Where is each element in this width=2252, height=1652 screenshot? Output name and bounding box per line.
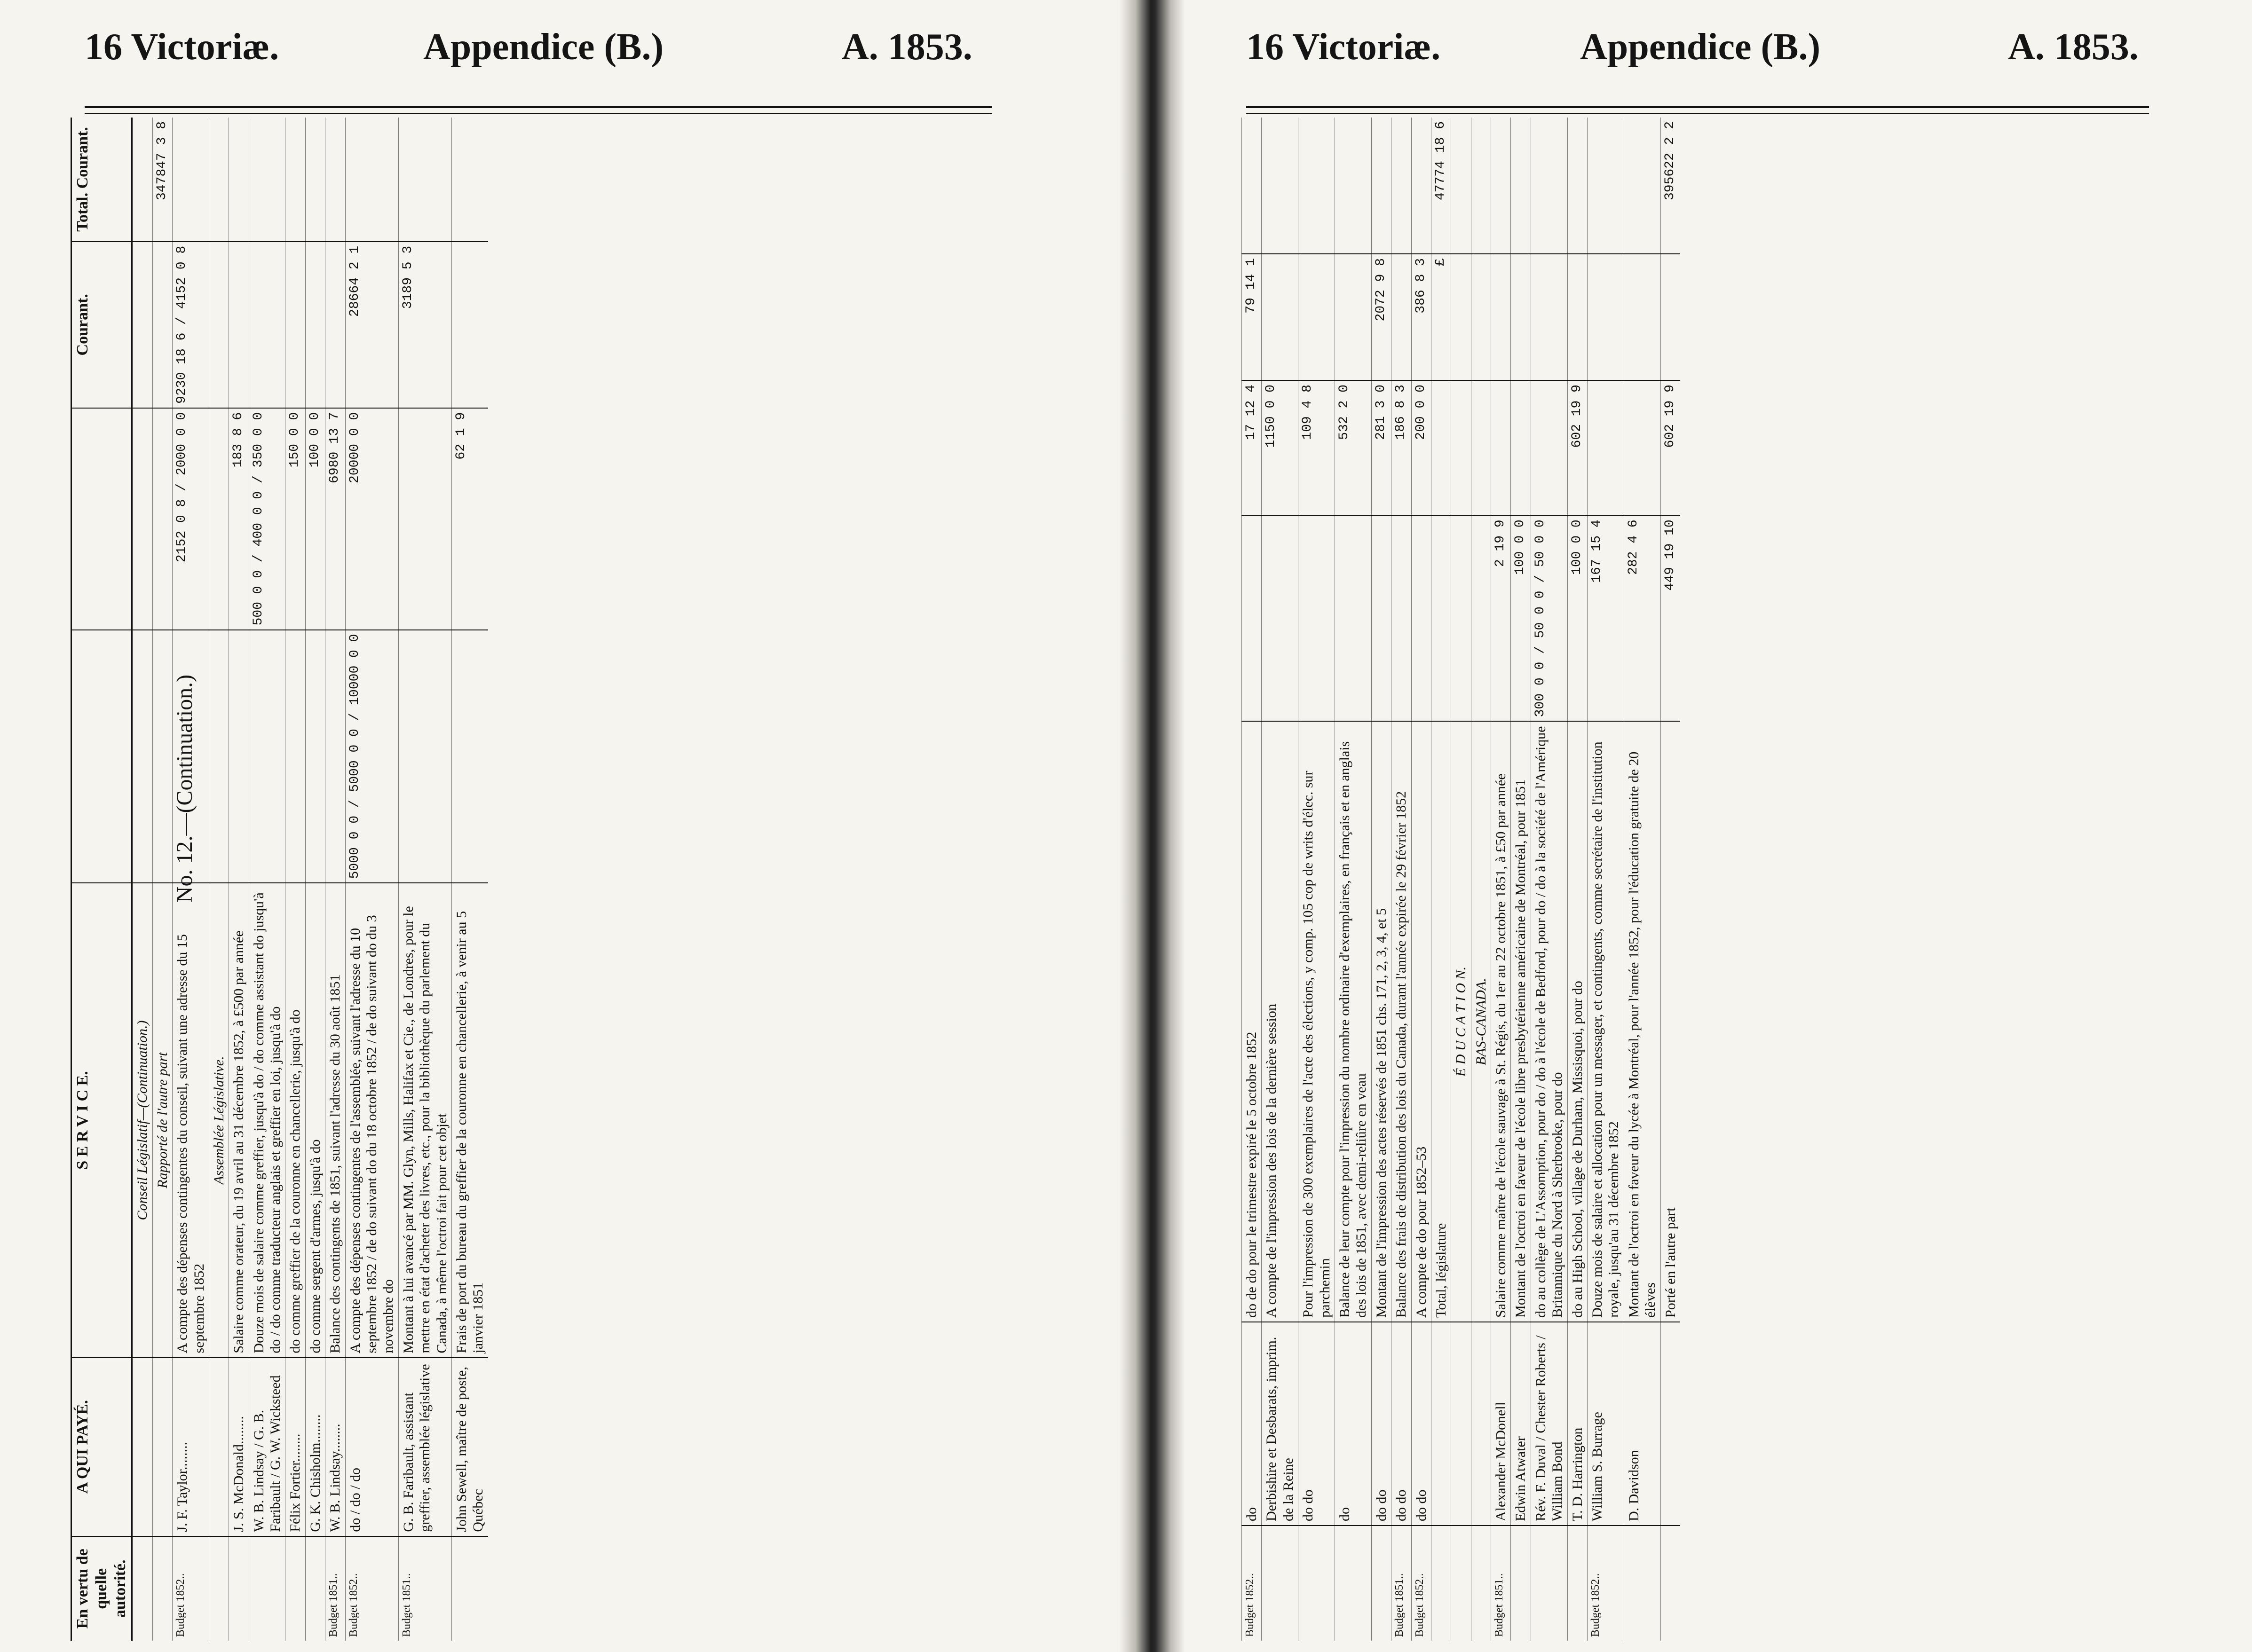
amount-a-cell [1371,515,1391,721]
payee-cell: D. Davidson [1624,1322,1660,1526]
courant-cell [1298,254,1335,380]
right-ledger-table [1241,118,1680,1641]
payee-cell [1471,1322,1491,1526]
amount-b-cell [1588,380,1624,515]
amount-a-cell: 5000 0 0 / 5000 0 0 / 10000 0 0 [345,630,398,883]
ledger-row [132,118,152,1641]
courant-cell: 28664 2 1 [345,242,398,408]
courant-cell [285,242,305,408]
courant-cell: £ [1431,254,1451,380]
amount-b-cell [1431,380,1451,515]
total-cell [1624,118,1660,254]
payee-cell: Alexander McDonell [1491,1322,1511,1526]
payee-cell: Edwin Atwater [1511,1322,1531,1526]
payee-cell: do [1242,1322,1262,1526]
payee-cell: J. F. Taylor........ [173,1358,209,1536]
service-cell: Frais de port du bureau du greffier de la couronne en chancellerie, à venir au 5 janvier 1851 [451,883,488,1357]
total-cell [1511,118,1531,254]
total-cell: 47774 18 6 [1431,118,1451,254]
amount-a-cell: 300 0 0 / 50 0 0 / 50 0 0 [1531,515,1567,721]
ledger-row [173,118,209,1641]
table-caption: No. 12.—(Continuation.) [172,674,198,903]
authority-cell [451,1536,488,1641]
payee-cell: Félix Fortier........ [285,1358,305,1536]
amount-b-cell: 2152 0 8 / 2000 0 0 [173,408,209,630]
amount-b-cell: 500 0 0 / 400 0 0 / 350 0 0 [249,408,285,630]
authority-cell [1567,1526,1587,1641]
header-center: Appendice (B.) [1580,26,1821,68]
ledger-row [1371,118,1391,1641]
ledger-row [229,118,249,1641]
service-cell: A compte de do pour 1852–53 [1411,721,1431,1322]
total-cell [1262,118,1298,254]
courant-cell [209,242,229,408]
ledger-row [305,118,325,1641]
authority-cell: Budget 1852.. [1242,1526,1262,1641]
ledger-row [1335,118,1371,1641]
total-cell [1298,118,1335,254]
amount-a-cell [305,630,325,883]
authority-cell [1471,1526,1491,1641]
authority-cell [1531,1526,1567,1641]
authority-cell [132,1536,152,1641]
book-gutter [1119,0,1185,1652]
authority-cell [305,1536,325,1641]
courant-cell [1262,254,1298,380]
ledger-row [1431,118,1451,1641]
service-cell: Montant de l'octroi en faveur de l'école libre presbytérienne américaine de Montréal, pour 1851 [1511,721,1531,1322]
col-service: S E R V I C E. [71,883,132,1357]
amount-a-cell [1335,515,1371,721]
courant-cell [1391,254,1411,380]
service-cell: Douze mois de salaire comme greffier, jusqu'à do / do comme assistant do jusqu'à do / do comme traducteur anglais et greffier en loi, jusqu'à do [249,883,285,1357]
amount-a-cell: 100 0 0 [1511,515,1531,721]
amount-b-cell: 602 19 9 [1660,380,1680,515]
ledger-row [1262,118,1298,1641]
header-left: 16 Victoriæ. [1246,26,1441,68]
total-cell [345,118,398,242]
authority-cell [229,1536,249,1641]
amount-a-cell [249,630,285,883]
payee-cell: do do [1371,1322,1391,1526]
amount-b-cell: 183 8 6 [229,408,249,630]
amount-b-cell [1511,380,1531,515]
col-amount-a [71,630,132,883]
service-cell: Rapporté de l'autre part [152,883,172,1357]
courant-cell: 3189 5 3 [398,242,451,408]
ledger-row [209,118,229,1641]
header-rule [85,106,992,108]
ledger-row [345,118,398,1641]
header-rule-thin [1246,113,2149,114]
courant-cell: 386 8 3 [1411,254,1431,380]
ledger-row [1624,118,1660,1641]
amount-a-cell: 282 4 6 [1624,515,1660,721]
amount-a-cell [1391,515,1411,721]
service-cell: Salaire comme maître de l'école sauvage à St. Régis, du 1er au 22 octobre 1851, à £50 par année [1491,721,1511,1322]
amount-a-cell [173,630,209,883]
col-amount-b [71,408,132,630]
payee-cell: John Sewell, maître de poste, Québec [451,1358,488,1536]
total-cell [173,118,209,242]
payee-cell [209,1358,229,1536]
service-cell: do comme sergent d'armes, jusqu'à do [305,883,325,1357]
courant-cell [1588,254,1624,380]
amount-b-cell: 20000 0 0 [345,408,398,630]
header-left: 16 Victoriæ. [85,26,279,68]
amount-b-cell [398,408,451,630]
payee-cell [1451,1322,1471,1526]
total-cell [1391,118,1411,254]
total-cell: 395622 2 2 [1660,118,1680,254]
total-cell [398,118,451,242]
authority-cell [1660,1526,1680,1641]
service-cell: Montant de l'impression des actes réservés de 1851 chs. 171, 2, 3, 4, et 5 [1371,721,1391,1322]
total-cell [229,118,249,242]
ledger-row [1588,118,1624,1641]
ledger-row [1660,118,1680,1641]
courant-cell: 2072 9 8 [1371,254,1391,380]
service-cell: A compte des dépenses contingentes de l'assemblée, suivant l'adresse du 10 septembre 1852 / de do suivant do du 18 octobre 1852 / de do suivant do du 3 novembre do [345,883,398,1357]
service-cell: Balance des contingents de 1851, suivant l'adresse du 30 août 1851 [325,883,345,1357]
ledger-row [285,118,305,1641]
amount-a-cell [229,630,249,883]
ledger-row [1531,118,1567,1641]
ledger-row [1298,118,1335,1641]
right-table-rotated [1241,118,2182,1641]
service-cell: do au collège de L'Assomption, pour do / do à l'école de Bedford, pour do / do à la société de l'Amérique Britannique du Nord à Sherbrooke, pour do [1531,721,1567,1322]
total-cell [1531,118,1567,254]
amount-b-cell: 6980 13 7 [325,408,345,630]
authority-cell: Budget 1852.. [1411,1526,1431,1641]
total-cell [249,118,285,242]
service-cell: do comme greffier de la couronne en chancellerie, jusqu'à do [285,883,305,1357]
authority-cell [1262,1526,1298,1641]
header-right: A. 1853. [2008,26,2139,68]
header-rule [1246,106,2149,108]
authority-cell [152,1536,172,1641]
courant-cell [249,242,285,408]
ledger-row [1451,118,1471,1641]
payee-cell: do [1335,1322,1371,1526]
right-table-area [1241,118,2182,1641]
col-courant: Courant. [71,242,132,408]
total-cell [1335,118,1371,254]
total-cell [1411,118,1431,254]
amount-b-cell [1451,380,1471,515]
amount-a-cell [1431,515,1451,721]
courant-cell [1660,254,1680,380]
amount-a-cell [1451,515,1471,721]
amount-b-cell: 602 19 9 [1567,380,1587,515]
service-cell: É D U C A T I O N. [1451,721,1471,1322]
amount-a-cell: 2 19 9 [1491,515,1511,721]
service-cell: Assemblée Législative. [209,883,229,1357]
payee-cell: William S. Burrage [1588,1322,1624,1526]
amount-b-cell [1491,380,1511,515]
col-payee: A QUI PAYÉ. [71,1358,132,1536]
amount-a-cell: 167 15 4 [1588,515,1624,721]
payee-cell: W. B. Lindsay / G. B. Faribault / G. W. Wicksteed [249,1358,285,1536]
courant-cell: 79 14 1 [1242,254,1262,380]
amount-b-cell: 281 3 0 [1371,380,1391,515]
service-cell: Total, législature [1431,721,1451,1322]
amount-b-cell: 109 4 8 [1298,380,1335,515]
courant-cell [305,242,325,408]
amount-b-cell: 1150 0 0 [1262,380,1298,515]
authority-cell: Budget 1852.. [345,1536,398,1641]
courant-cell [152,242,172,408]
courant-cell [1531,254,1567,380]
total-cell [305,118,325,242]
payee-cell: J. S. McDonald........ [229,1358,249,1536]
amount-b-cell [1624,380,1660,515]
amount-b-cell [1531,380,1567,515]
total-cell [1242,118,1262,254]
amount-b-cell [1471,380,1491,515]
total-cell [1371,118,1391,254]
ledger-row [398,118,451,1641]
service-cell: Pour l'impression de 300 exemplaires de l'acte des élections, y comp. 105 cop de writs d'élec. sur parchemin [1298,721,1335,1322]
ledger-row [1491,118,1511,1641]
courant-cell [1624,254,1660,380]
payee-cell: do / do / do [345,1358,398,1536]
authority-cell: Budget 1851.. [1391,1526,1411,1641]
authority-cell [1624,1526,1660,1641]
authority-cell [1335,1526,1371,1641]
amount-b-cell: 62 1 9 [451,408,488,630]
payee-cell: T. D. Harrington [1567,1322,1587,1526]
total-cell: 347847 3 8 [152,118,172,242]
total-cell [1491,118,1511,254]
amount-a-cell [1242,515,1262,721]
ledger-row [1471,118,1491,1641]
header-rule-thin [85,113,992,114]
payee-cell: G. B. Faribault, assistant greffier, assemblée législative [398,1358,451,1536]
courant-cell [1567,254,1587,380]
service-cell: A compte de l'impression des lois de la dernière session [1262,721,1298,1322]
amount-a-cell [132,630,152,883]
courant-cell [229,242,249,408]
amount-a-cell [398,630,451,883]
authority-cell [285,1536,305,1641]
amount-a-cell [285,630,305,883]
col-total: Total. Courant. [71,118,132,242]
authority-cell [209,1536,229,1641]
amount-b-cell: 150 0 0 [285,408,305,630]
authority-cell [249,1536,285,1641]
header-center: Appendice (B.) [423,26,664,68]
service-cell: do au High School, village de Durham, Missisquoi, pour do [1567,721,1587,1322]
payee-cell: Rév. F. Duval / Chester Roberts / William Bond [1531,1322,1567,1526]
total-cell [209,118,229,242]
courant-cell [132,242,152,408]
service-cell: Douze mois de salaire et allocation pour un messager, et contingents, comme secrétaire de l'institution royale, jusqu'au 31 décembre 1852 [1588,721,1624,1322]
courant-cell [1451,254,1471,380]
total-cell [1567,118,1587,254]
amount-a-cell: 100 0 0 [1567,515,1587,721]
courant-cell [1471,254,1491,380]
amount-b-cell: 186 8 3 [1391,380,1411,515]
payee-cell: do do [1298,1322,1335,1526]
service-cell: Balance de leur compte pour l'impression du nombre ordinaire d'exemplaires, en français et en anglais des lois de 1851, avec demi-reliûre en veau [1335,721,1371,1322]
left-page [0,0,1119,1652]
col-authority: En vertu de quelle autorité. [71,1536,132,1641]
ledger-row [1567,118,1587,1641]
amount-b-cell: 200 0 0 [1411,380,1431,515]
total-cell [1451,118,1471,254]
authority-cell [1298,1526,1335,1641]
service-cell: Conseil Législatif—(Continuation.) [132,883,152,1357]
ledger-row [1511,118,1531,1641]
authority-cell [1371,1526,1391,1641]
authority-cell: Budget 1851.. [1491,1526,1511,1641]
service-cell: do de do pour le trimestre expiré le 5 octobre 1852 [1242,721,1262,1322]
payee-cell: G. K. Chisholm........ [305,1358,325,1536]
ledger-row [1242,118,1262,1641]
left-table-area [71,118,1011,1641]
total-cell [1471,118,1491,254]
service-cell: Salaire comme orateur, du 19 avril au 31 décembre 1852, à £500 par année [229,883,249,1357]
service-cell: Montant de l'octroi en faveur du lycée à Montréal, pour l'année 1852, pour l'éducation gratuite de 20 élèves [1624,721,1660,1322]
courant-cell [1491,254,1511,380]
amount-a-cell [325,630,345,883]
header-right: A. 1853. [842,26,972,68]
amount-b-cell: 100 0 0 [305,408,325,630]
courant-cell [325,242,345,408]
service-cell: Porté en l'autre part [1660,721,1680,1322]
amount-a-cell [1411,515,1431,721]
payee-cell [1660,1322,1680,1526]
service-cell: Balance des frais de distribution des lois du Canada, durant l'année expirée le 29 février 1852 [1391,721,1411,1322]
amount-a-cell [209,630,229,883]
authority-cell [1511,1526,1531,1641]
amount-b-cell: 532 2 0 [1335,380,1371,515]
amount-b-cell [132,408,152,630]
amount-a-cell [1471,515,1491,721]
amount-b-cell: 17 12 4 [1242,380,1262,515]
ledger-row [249,118,285,1641]
authority-cell: Budget 1852.. [173,1536,209,1641]
left-ledger-table [71,118,488,1641]
service-cell: Montant à lui avancé par MM. Glyn, Mills, Halifax et Cie., de Londres, pour le mettre en état d'acheter des livres, etc., pour la bibliothèque du parlement du Canada, à même l'octroi fait pour cet objet [398,883,451,1357]
amount-b-cell [152,408,172,630]
ledger-row [1411,118,1431,1641]
authority-cell [1431,1526,1451,1641]
amount-a-cell [152,630,172,883]
amount-a-cell: 449 19 10 [1660,515,1680,721]
authority-cell: Budget 1852.. [1588,1526,1624,1641]
ledger-row [325,118,345,1641]
total-cell [285,118,305,242]
service-cell: BAS-CANADA. [1471,721,1491,1322]
total-cell [451,118,488,242]
ledger-row [1391,118,1411,1641]
payee-cell: do do [1411,1322,1431,1526]
amount-b-cell [209,408,229,630]
payee-cell: Derbishire et Desbarats, imprim. de la Reine [1262,1322,1298,1526]
courant-cell [451,242,488,408]
total-cell [132,118,152,242]
courant-cell: 9230 18 6 / 4152 0 8 [173,242,209,408]
payee-cell: do do [1391,1322,1411,1526]
authority-cell [1451,1526,1471,1641]
amount-a-cell [1262,515,1298,721]
right-page [1185,0,2252,1652]
courant-cell [1511,254,1531,380]
total-cell [1588,118,1624,254]
amount-a-cell [451,630,488,883]
amount-a-cell [1298,515,1335,721]
authority-cell: Budget 1851.. [325,1536,345,1641]
total-cell [325,118,345,242]
ledger-row [152,118,172,1641]
payee-cell: W. B. Lindsay........ [325,1358,345,1536]
payee-cell [132,1358,152,1536]
left-table-rotated [71,118,1011,1641]
service-cell: A compte des dépenses contingentes du conseil, suivant une adresse du 15 septembre 1852 [173,883,209,1357]
ledger-row [451,118,488,1641]
payee-cell [1431,1322,1451,1526]
payee-cell [152,1358,172,1536]
authority-cell: Budget 1851.. [398,1536,451,1641]
courant-cell [1335,254,1371,380]
